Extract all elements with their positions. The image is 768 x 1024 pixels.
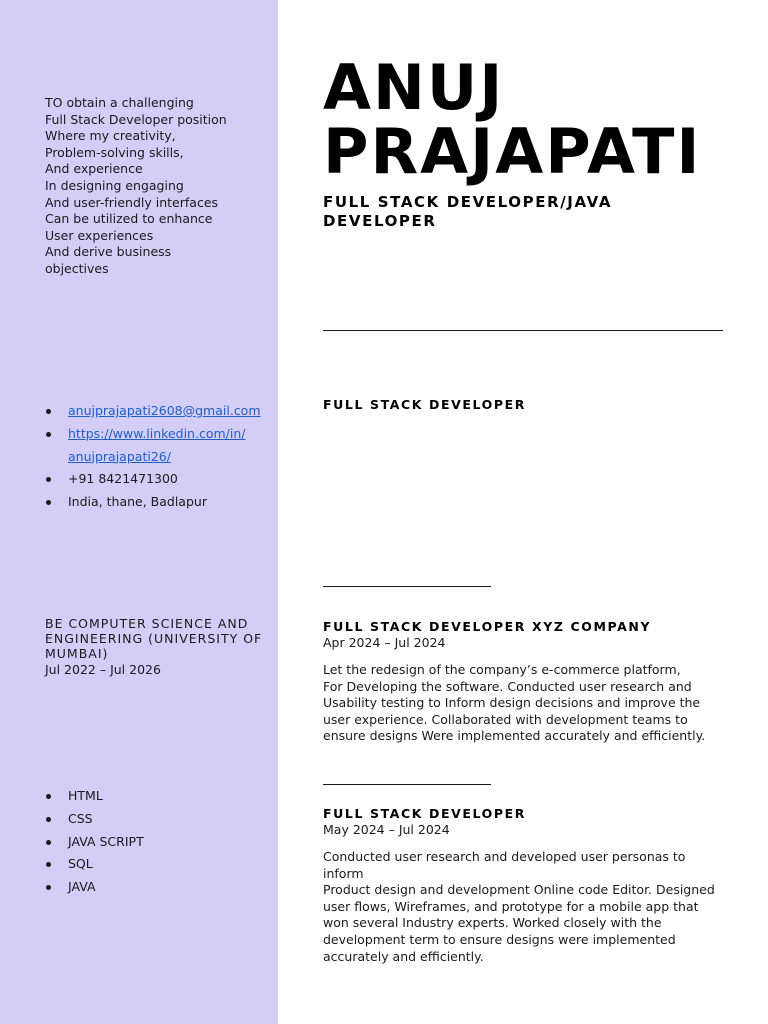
education-degree: BE COMPUTER SCIENCE AND ENGINEERING (UNIVERSITY OF MUMBAI) xyxy=(45,616,263,661)
job-divider xyxy=(323,586,491,587)
job-description-line: Usability testing to Inform design decisions and improve the xyxy=(323,695,701,711)
location-text: India, thane, Badlapur xyxy=(68,494,207,510)
job-description-line: For Developing the software. Conducted user research and xyxy=(323,678,692,694)
job-description-line: inform xyxy=(323,865,364,881)
job-divider xyxy=(323,784,491,785)
job-description-line: user flows, Wireframes, and prototype for a mobile app that xyxy=(323,898,699,914)
objective-line: User experiences xyxy=(45,227,154,243)
profile-heading: FULL STACK DEVELOPER xyxy=(323,397,527,412)
skill-item: JAVA xyxy=(45,876,275,899)
job-description-line: development term to ensure designs were implemented xyxy=(323,931,676,947)
sidebar xyxy=(0,0,278,1024)
skill-item: CSS xyxy=(45,808,275,831)
job-title: FULL STACK DEVELOPER XYZ COMPANY xyxy=(323,619,652,634)
objective-line: And derive business xyxy=(45,244,172,260)
objective-line: objectives xyxy=(45,260,109,276)
linkedin-link-line-2: anujprajapati26/ xyxy=(68,448,171,464)
skill-item: HTML xyxy=(45,785,275,808)
job-description-line: Let the redesign of the company’s e-commerce platform, xyxy=(323,662,681,677)
contact-email-item xyxy=(45,400,275,423)
linkedin-link-line-1: https://www.linkedin.com/in/ xyxy=(68,425,246,441)
job-description-line: won several Industry experts. Worked closely with the xyxy=(323,915,662,931)
objective-line: TO obtain a challenging xyxy=(45,95,194,110)
phone-number: +91 8421471300 xyxy=(68,471,178,487)
skill-item: JAVA SCRIPT xyxy=(45,831,275,854)
job-description xyxy=(323,849,743,965)
skills-list xyxy=(45,785,275,899)
objective-line: And user-friendly interfaces xyxy=(45,194,219,210)
job-description xyxy=(323,662,743,745)
job-description-line: accurately and efficiently. xyxy=(323,948,484,964)
candidate-name xyxy=(323,51,702,188)
last-name: PRAJAPATI xyxy=(323,115,702,188)
job-dates: Apr 2024 – Jul 2024 xyxy=(323,635,446,650)
job-description-line: ensure designs Were implemented accurately and efficiently. xyxy=(323,728,706,744)
objective-line: And experience xyxy=(45,161,143,177)
objective-line: Problem-solving skills, xyxy=(45,144,184,160)
main-content xyxy=(278,0,768,1024)
contact-location-item xyxy=(45,491,275,514)
contact-phone-item xyxy=(45,468,275,491)
email-link[interactable]: anujprajapati2608@gmail.com xyxy=(68,403,261,418)
objective-line: Can be utilized to enhance xyxy=(45,211,213,227)
objective-text xyxy=(45,95,270,278)
objective-line: In designing engaging xyxy=(45,177,184,193)
contact-list xyxy=(45,400,275,514)
job-dates: May 2024 – Jul 2024 xyxy=(323,822,450,837)
job-role-title: FULL STACK DEVELOPER/JAVA DEVELOPER xyxy=(323,193,613,230)
objective-line: Full Stack Developer position xyxy=(45,111,227,127)
job-description-line: Conducted user research and developed user personas to xyxy=(323,849,686,864)
job-description-line: user experience. Collaborated with development teams to xyxy=(323,711,688,727)
education-section xyxy=(45,616,275,678)
first-name: ANUJ xyxy=(323,51,505,124)
objective-line: Where my creativity, xyxy=(45,128,176,144)
contact-linkedin-item xyxy=(45,423,275,469)
education-dates: Jul 2022 – Jul 2026 xyxy=(45,662,161,677)
header-divider xyxy=(323,330,723,331)
skill-item: SQL xyxy=(45,853,275,876)
linkedin-link[interactable] xyxy=(68,423,275,469)
job-title: FULL STACK DEVELOPER xyxy=(323,806,527,821)
job-description-line: Product design and development Online code Editor. Designed xyxy=(323,882,715,898)
